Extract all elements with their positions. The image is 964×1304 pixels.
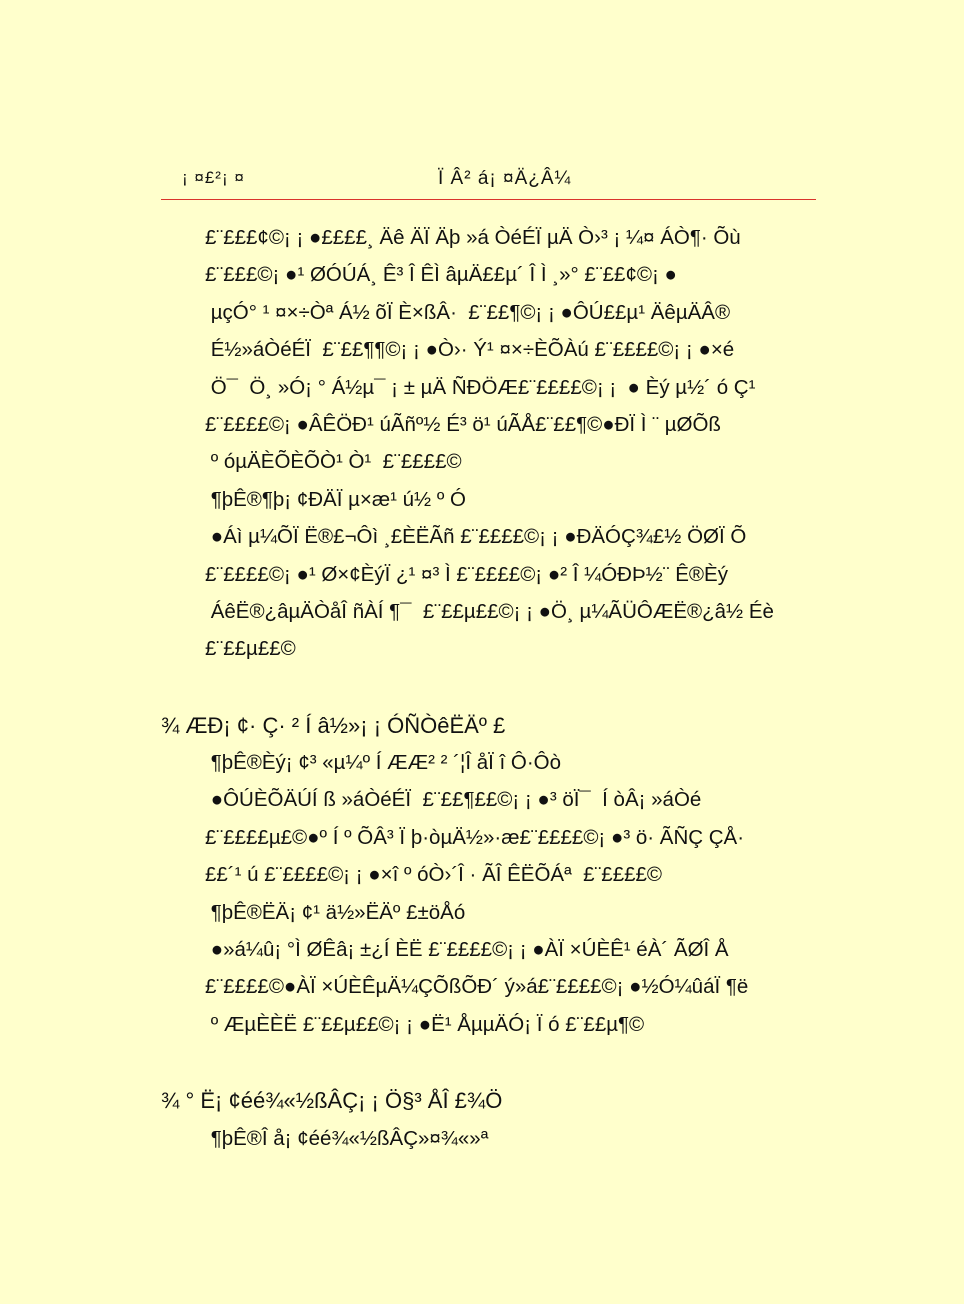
text-line: £¨££µ££© [205,637,296,661]
subsection-title: ¶þÊ®ËÄ¡ ¢¹ ä½»ËÄº £±öÅó [205,900,466,924]
running-header [182,168,816,192]
text-line: ÁêË®¿âµÄÒåÎ ñÀÍ ¶¯ £¨££µ££©¡ ¡ ●Ö¸ µ¼ÃÜÔÆË®¿â½ Éè [205,599,774,623]
text-line: £¨££££©¡ ●¹ Ø×¢ÈýÏ ¿¹ ¤³ Ì £¨££££©¡ ●² Î ¼ÓÐÞ½¨ Ê®Èý [205,562,728,586]
text-line: ●ÔÚÈÕÄÚÍ ß »áÒéÉÏ £¨££¶££©¡ ¡ ●³ öÏ¯ Í òÂ¡ »áÒé [205,788,702,812]
text-line: £¨££££©¡ ●ÂÊÖÐ¹ úÃñº½ É³ ö¹ úÃÅ£¨££¶©●ÐÏ Ì ¨ µØÕß [205,412,721,436]
text-line: £¨££££µ£©●º Í º ÕÂ³ Ï þ·òµÄ½»·æ£¨££££©¡ ●³ ö· ÃÑÇ ÇÅ· [205,825,745,849]
text-line: ●»á¼û¡ °Ì ØÊâ¡ ±¿Í ÈË £¨££££©¡ ¡ ●ÀÏ ×ÚÈÊ¹ éÀ´ ÃØÎ Å [205,938,729,962]
text-line: º ÆµÈÈË £¨££µ££©¡ ¡ ●Ë¹ ÅµµÄÓ¡ Ï ó £¨££µ¶© [205,1012,645,1036]
header-rule [161,199,816,200]
text-line: ££´¹ ú £¨££££©¡ ¡ ●×î º óÒ›´Î · ÃÎ ÊËÕÁª £¨££££© [205,863,663,887]
section-3-block [161,1120,816,1157]
text-line: µçÓ° ¹ ¤×÷Òª Á½ õÏ È×ßÂ· £¨££¶©¡ ¡ ●ÔÚ££µ¹ ÄêµÄÂ® [205,300,731,324]
text-line: ●Áì µ¼ÕÏ Ë®£¬Ôì ¸£ÈËÃñ £¨££££©¡ ¡ ●ÐÄÓÇ¾£½ ÖØÏ Õ [205,525,747,549]
section-heading: ¾ ÆÐ¡ ¢· Ç· ² Í â½»¡ ¡ ÓÑÒêËÄº £ [161,712,506,738]
body-text [161,219,816,1157]
section-2-block [161,744,816,1043]
subsection-title: ¶þÊ®Èý¡ ¢³ «µ¼º Í ÆÆ² ² ´¦Î åÏ î Ô·Ôò [205,751,562,775]
section-spacer [161,668,816,707]
text-line: £¨£££¢©¡ ¡ ●££££¸ Äê ÄÏ Äþ »á ÒéÉÏ µÄ Ò›³ ¡ ¼¤ ÁÒ¶· Õù [205,226,741,249]
subsection-title: ¶þÊ®Î å¡ ¢éé¾«½ßÂÇ»¤¾«»ª [205,1126,489,1150]
text-line: º óµÄÈÕÈÕÒ¹ Ò¹ £¨££££© [205,450,462,474]
section-heading: ¾ ° Ë¡ ¢éé¾«½ßÂÇ¡ ¡ Ö§³ ÅÎ £¾Ö [161,1088,503,1114]
header-page-label: ¡ ¤£²¡ ¤ [182,168,245,187]
text-line: É½»áÒéÉÏ £¨££¶¶©¡ ¡ ●Ò›· Ý¹ ¤×÷ÈÕÀú £¨££££©¡ ¡ ●×é [205,338,735,362]
text-line: £¨£££©¡ ●¹ ØÓÚÁ¸ Ê³ Î ÊÌ âµÄ££µ´ Î Ì ¸»° £¨££¢©¡ ● [205,263,677,287]
text-line: £¨££££©●ÀÏ ×ÚÈÊµÄ¼ÇÕßÕÐ´ ý»á£¨££££©¡ ●½Ó¼ûáÏ ¶ë [205,975,749,999]
section-1-block [161,219,816,668]
subsection-title: ¶þÊ®¶þ¡ ¢ÐÄÏ µ×æ¹ ú½ º Ó [205,487,466,511]
section-spacer [161,1043,816,1082]
text-line: Ö¯ Ö¸ »Ó¡ ° Á½µ¯ ¡ ± µÄ ÑÐÖÆ£¨££££©¡ ¡ ● Èý µ½´ ó Ç¹ [205,375,756,399]
header-book-title: Ï Â² á¡ ¤Ä¿Â¼ [438,168,572,189]
